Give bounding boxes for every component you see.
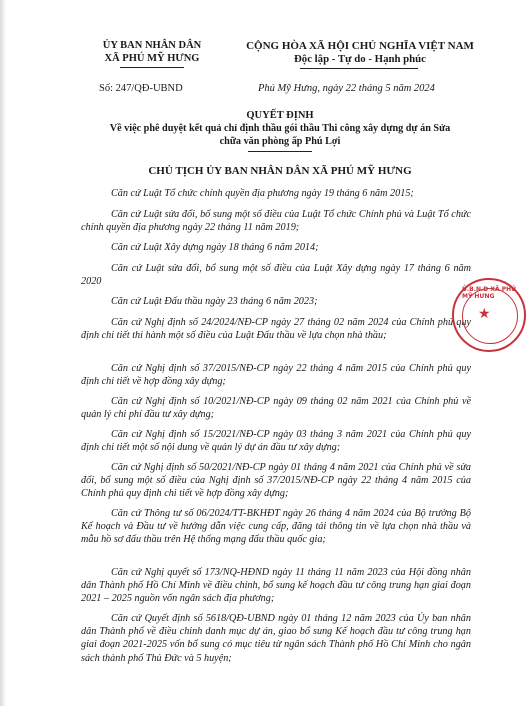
basis-paragraph: Căn cứ Luật Tổ chức chính quyền địa phương ngày 19 tháng 6 năm 2015; xyxy=(111,188,414,199)
basis-paragraph: Căn cứ Luật sửa đổi, bổ sung một số điều của Luật Tổ chức Chính phủ và Luật Tổ chức chính quyền địa phương ngày 22 tháng 11 năm 2019; xyxy=(81,209,471,234)
basis-paragraph: Căn cứ Luật Đấu thầu ngày 23 tháng 6 năm 2023; xyxy=(111,296,318,307)
basis-paragraph: Căn cứ Nghị định số 10/2021/NĐ-CP ngày 09 tháng 02 năm 2021 của Chính phủ về quản lý chi phí đầu tư xây dựng; xyxy=(81,396,471,421)
page-edge-shadow xyxy=(0,0,6,706)
org-underline xyxy=(120,67,184,68)
basis-paragraph: Căn cứ Nghị quyết số 173/NQ-HĐND ngày 11 tháng 11 năm 2023 của Hội đồng nhân dân Thành phố Hồ Chí Minh về điều chỉnh, bổ sung kế hoạch đầu tư công trung hạn giai đoạn 2021 – 2025 nguồn vốn ngân sách địa phương; xyxy=(81,567,471,605)
basis-paragraph: Căn cứ Nghị định số 24/2024/NĐ-CP ngày 27 tháng 02 năm 2024 của Chính phủ quy định chi tiết thi hành một số điều của Luật Đấu thầu về lựa chọn nhà thầu; xyxy=(81,317,471,342)
basis-paragraph: Căn cứ Luật Xây dựng ngày 18 tháng 6 năm 2014; xyxy=(111,242,319,253)
place-date: Phú Mỹ Hưng, ngày 22 tháng 5 năm 2024 xyxy=(258,83,435,94)
basis-paragraph: Căn cứ Nghị định số 50/2021/NĐ-CP ngày 01 tháng 4 năm 2021 của Chính phủ về sửa đổi, bổ sung một số điều của Nghị định số 37/2015/NĐ-CP ngày 22 tháng 4 năm 2015 của Chính phủ quy định chi tiết về hợp đồng xây dựng; xyxy=(81,462,471,500)
basis-paragraph: Căn cứ Luật sửa đổi, bổ sung một số điều của Luật Xây dựng ngày 17 tháng 6 năm 2020 xyxy=(81,263,471,288)
subject-underline xyxy=(248,151,312,152)
seal-text: Ủ.B.N.D XÃ PHÚ MỸ HƯNG xyxy=(462,286,517,300)
star-icon: ★ xyxy=(478,307,491,322)
authority-heading: CHỦ TỊCH ỦY BAN NHÂN DÂN XÃ PHÚ MỸ HƯNG xyxy=(148,165,412,177)
basis-paragraph: Căn cứ Quyết định số 5618/QĐ-UBND ngày 01 tháng 12 năm 2023 của Ủy ban nhân dân Thành phố về điều chỉnh danh mục dự án, giao bổ sung Kế hoạch đầu tư công trung hạn giai đoạn 2021-2025 vốn bổ sung có mục tiêu từ ngân sách Thành phố Hồ Chí Minh cho ngân sách thành phố Thủ Đức và 5 huyện; xyxy=(81,613,471,664)
subject-line1: Về việc phê duyệt kết quả chỉ định thầu gói thầu Thi công xây dựng dự án Sửa xyxy=(109,123,451,134)
basis-paragraph: Căn cứ Thông tư số 06/2024/TT-BKHĐT ngày 26 tháng 4 năm 2024 của Bộ trưởng Bộ Kế hoạch và Đầu tư về hướng dẫn việc cung cấp, đăng tải thông tin về lựa chọn nhà thầu và mẫu hồ sơ đấu thầu trên Hệ thống mạng đấu thầu quốc gia; xyxy=(81,508,471,546)
document-number: Số: 247/QĐ-UBND xyxy=(99,83,183,94)
nation-motto: Độc lập - Tự do - Hạnh phúc xyxy=(294,53,426,65)
nation-name: CỘNG HÒA XÃ HỘI CHỦ NGHĨA VIỆT NAM xyxy=(246,40,474,52)
official-seal xyxy=(452,278,526,352)
basis-paragraph: Căn cứ Nghị định số 37/2015/NĐ-CP ngày 22 tháng 4 năm 2015 của Chính phủ quy định chi tiết về hợp đồng xây dựng; xyxy=(81,363,471,388)
basis-paragraph: Căn cứ Nghị định số 15/2021/NĐ-CP ngày 03 tháng 3 năm 2021 của Chính phủ quy định chi tiết một số nội dung về quản lý dự án đầu tư xây dựng; xyxy=(81,429,471,454)
subject-line2: chữa văn phòng ấp Phú Lợi xyxy=(219,136,341,147)
document-type: QUYẾT ĐỊNH xyxy=(246,110,314,121)
motto-underline xyxy=(300,68,418,69)
org-name-line1: ỦY BAN NHÂN DÂN xyxy=(102,40,202,51)
org-name-line2: XÃ PHÚ MỸ HƯNG xyxy=(104,53,200,64)
